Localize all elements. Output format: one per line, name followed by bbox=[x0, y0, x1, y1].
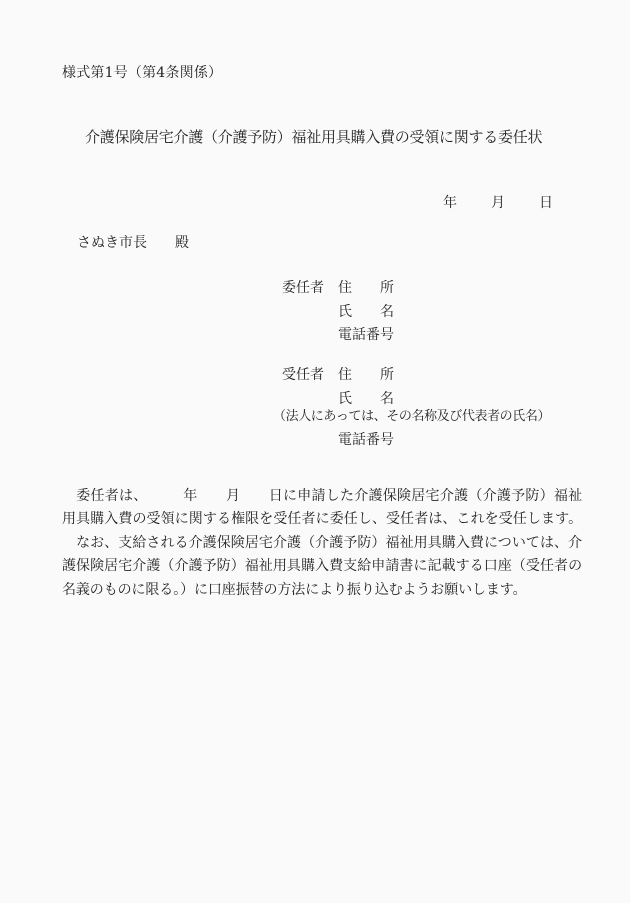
delegate-address-line: 受任者 住 所 bbox=[282, 367, 394, 383]
body-line: 名義のものに限る。）に口座振替の方法により振り込むようお願いします。 bbox=[62, 581, 527, 598]
delegate-phone-line: 電話番号 bbox=[282, 432, 394, 448]
body-line: 護保険居宅介護（介護予防）福祉用具購入費支給申請書に記載する口座（受任者の bbox=[62, 558, 582, 575]
delegator-name-line: 氏 名 bbox=[282, 304, 394, 320]
body-line: 委任者は、 年 月 日に申請した介護保険居宅介護（介護予防）福祉 bbox=[62, 488, 582, 504]
body-line: なお、支給される介護保険居宅介護（介護予防）福祉用具購入費については、介 bbox=[62, 534, 582, 551]
delegate-corporation-note: （法人にあっては、その名称及び代表者の氏名） bbox=[273, 409, 551, 424]
body-line: 用具購入費の受領に関する権限を受任者に委任し、受任者は、これを受任します。 bbox=[62, 511, 582, 528]
date-year-label: 年 bbox=[443, 195, 457, 211]
date-day-label: 日 bbox=[539, 195, 553, 211]
addressee-line: さぬき市長 殿 bbox=[77, 235, 189, 251]
body-paragraph bbox=[62, 485, 582, 602]
delegator-phone-line: 電話番号 bbox=[282, 327, 394, 343]
date-month-label: 月 bbox=[491, 195, 505, 211]
page-title: 介護保険居宅介護（介護予防）福祉用具購入費の受領に関する委任状 bbox=[85, 128, 543, 146]
form-number: 様式第1号（第4条関係） bbox=[62, 65, 223, 81]
delegate-name-line: 氏 名 bbox=[282, 391, 394, 407]
date-line bbox=[443, 195, 553, 211]
delegator-address-line: 委任者 住 所 bbox=[282, 280, 394, 296]
